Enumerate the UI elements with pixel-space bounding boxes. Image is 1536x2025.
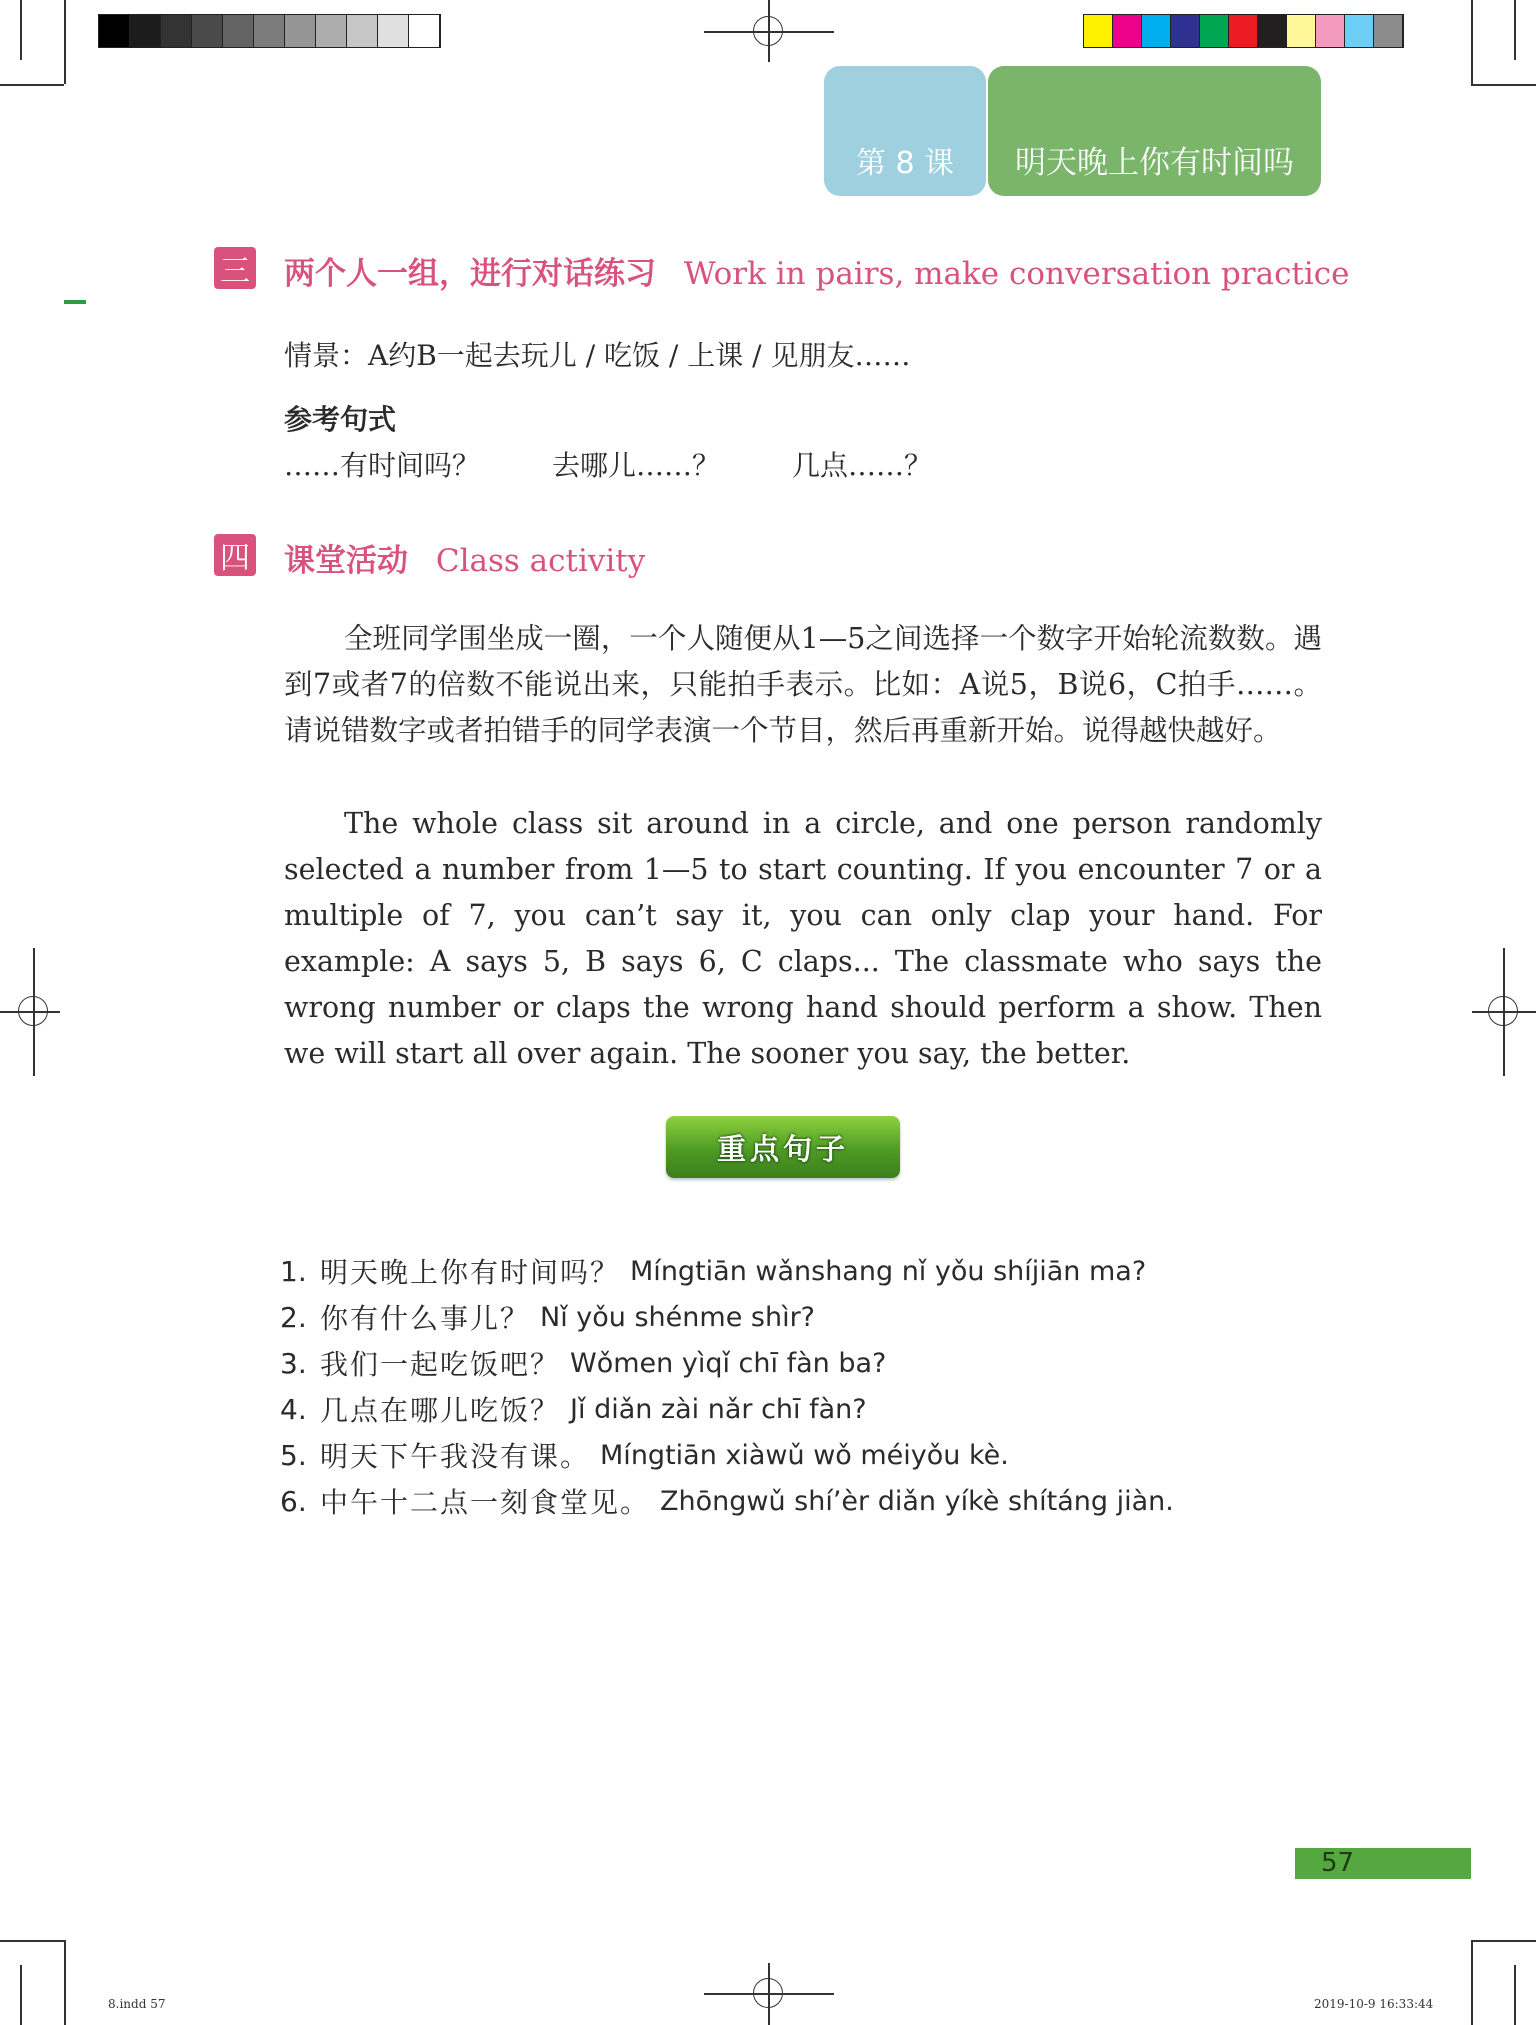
key-sentence-number: 6. (280, 1484, 307, 1518)
activity-paragraph-en: The whole class sit around in a circle, and one person randomly selected a number from 1—5 to start counting. If you encounter 7 or a multiple of 7, you can’t say it, you can only clap your hand. For example: A says 5, B says 6, C claps... The classmate who says the wrong number or claps the wrong hand should perform a show. Then we will start all over again. The sooner you say, the better. (284, 807, 1322, 1070)
color-swatch (1171, 15, 1200, 47)
pattern-1: ……有时间吗？ (284, 449, 481, 482)
key-sentence-pinyin: Nǐ yǒu shénme shìr? (540, 1301, 815, 1333)
color-swatch (1229, 15, 1258, 47)
key-sentence-chinese: 中午十二点一刻食堂见。 (320, 1486, 651, 1519)
section-3-title-en: Work in pairs, make conversation practice (683, 256, 1350, 292)
key-sentence-item (280, 1294, 1174, 1340)
color-swatch (1345, 15, 1374, 47)
key-sentence-pinyin: Míngtiān xiàwǔ wǒ méiyǒu kè. (600, 1439, 1009, 1471)
footer-file-info: 8.indd 57 (108, 1997, 166, 2011)
key-sentence-pinyin: Míngtiān wǎnshang nǐ yǒu shíjiān ma? (630, 1255, 1147, 1287)
color-swatch (1084, 15, 1113, 47)
reference-heading: 参考句式 (284, 403, 397, 436)
key-sentence-number: 2. (280, 1300, 307, 1334)
gray-swatch (316, 15, 347, 47)
scenario-text: 情景：A约B一起去玩儿 / 吃饭 / 上课 / 见朋友…… (284, 339, 911, 372)
color-swatch (1316, 15, 1345, 47)
key-sentence-item (280, 1340, 1174, 1386)
key-sentence-chinese: 我们一起吃饭吧？ (320, 1348, 561, 1381)
color-swatch (1142, 15, 1171, 47)
gray-swatch (161, 15, 192, 47)
section-3-title (284, 248, 1350, 293)
gray-swatch (223, 15, 254, 47)
color-swatch (1258, 15, 1287, 47)
gray-swatch (285, 15, 316, 47)
color-swatch (1200, 15, 1229, 47)
pattern-2: 去哪儿……？ (552, 449, 721, 482)
gray-swatch (409, 15, 440, 47)
color-calibration-bar (1083, 14, 1404, 48)
section-4-title-en: Class activity (435, 543, 646, 579)
key-sentence-item (280, 1432, 1174, 1478)
key-sentence-number: 1. (280, 1254, 307, 1288)
section-3-badge: 三 (214, 247, 256, 289)
color-swatch (1374, 15, 1403, 47)
page-number: 57 (1295, 1848, 1471, 1879)
key-sentence-pinyin: Jǐ diǎn zài nǎr chī fàn? (570, 1393, 867, 1425)
grayscale-calibration-bar (98, 14, 441, 48)
gray-swatch (99, 15, 130, 47)
color-swatch (1287, 15, 1316, 47)
lesson-number-tab (824, 66, 986, 196)
lesson-number: 第 8 课 (855, 146, 955, 181)
gray-swatch (130, 15, 161, 47)
section-3-title-cn: 两个人一组，进行对话练习 (284, 256, 656, 292)
key-sentence-number: 4. (280, 1392, 307, 1426)
section-4-title-cn: 课堂活动 (284, 543, 408, 579)
key-sentence-chinese: 明天下午我没有课。 (320, 1440, 591, 1473)
activity-paragraph-cn: 全班同学围坐成一圈，一个人随便从1—5之间选择一个数字开始轮流数数。遇到7或者7的倍数不能说出来，只能拍手表示。比如：A说5，B说6，C拍手……。请说错数字或者拍错手的同学表演一个节目，然后再重新开始。说得越快越好。 (284, 622, 1322, 747)
pattern-3: 几点……？ (792, 449, 933, 482)
gray-swatch (254, 15, 285, 47)
activity-description-en (284, 801, 1322, 1077)
lesson-title-tab (988, 66, 1321, 196)
key-sentences-list (280, 1248, 1174, 1524)
key-sentence-item (280, 1386, 1174, 1432)
key-sentence-chinese: 明天晚上你有时间吗？ (320, 1256, 621, 1289)
key-sentence-item (280, 1478, 1174, 1524)
key-sentence-pinyin: Wǒmen yìqǐ chī fàn ba? (570, 1347, 887, 1379)
section-4-badge: 四 (214, 534, 256, 576)
section-4-title (284, 535, 645, 580)
color-swatch (1113, 15, 1142, 47)
key-sentence-chinese: 你有什么事儿？ (320, 1302, 531, 1335)
lesson-title: 明天晚上你有时间吗 (1015, 145, 1294, 181)
key-sentence-pinyin: Zhōngwǔ shí’èr diǎn yíkè shítáng jiàn. (660, 1485, 1174, 1517)
key-sentences-heading: 重点句子 (666, 1116, 900, 1178)
gray-swatch (347, 15, 378, 47)
key-sentence-number: 3. (280, 1346, 307, 1380)
footer-timestamp: 2019-10-9 16:33:44 (1314, 1997, 1434, 2011)
key-sentence-chinese: 几点在哪儿吃饭？ (320, 1394, 561, 1427)
margin-marker (64, 300, 86, 304)
gray-swatch (378, 15, 409, 47)
gray-swatch (192, 15, 223, 47)
activity-description-cn (284, 616, 1322, 754)
key-sentence-number: 5. (280, 1438, 307, 1472)
key-sentence-item (280, 1248, 1174, 1294)
